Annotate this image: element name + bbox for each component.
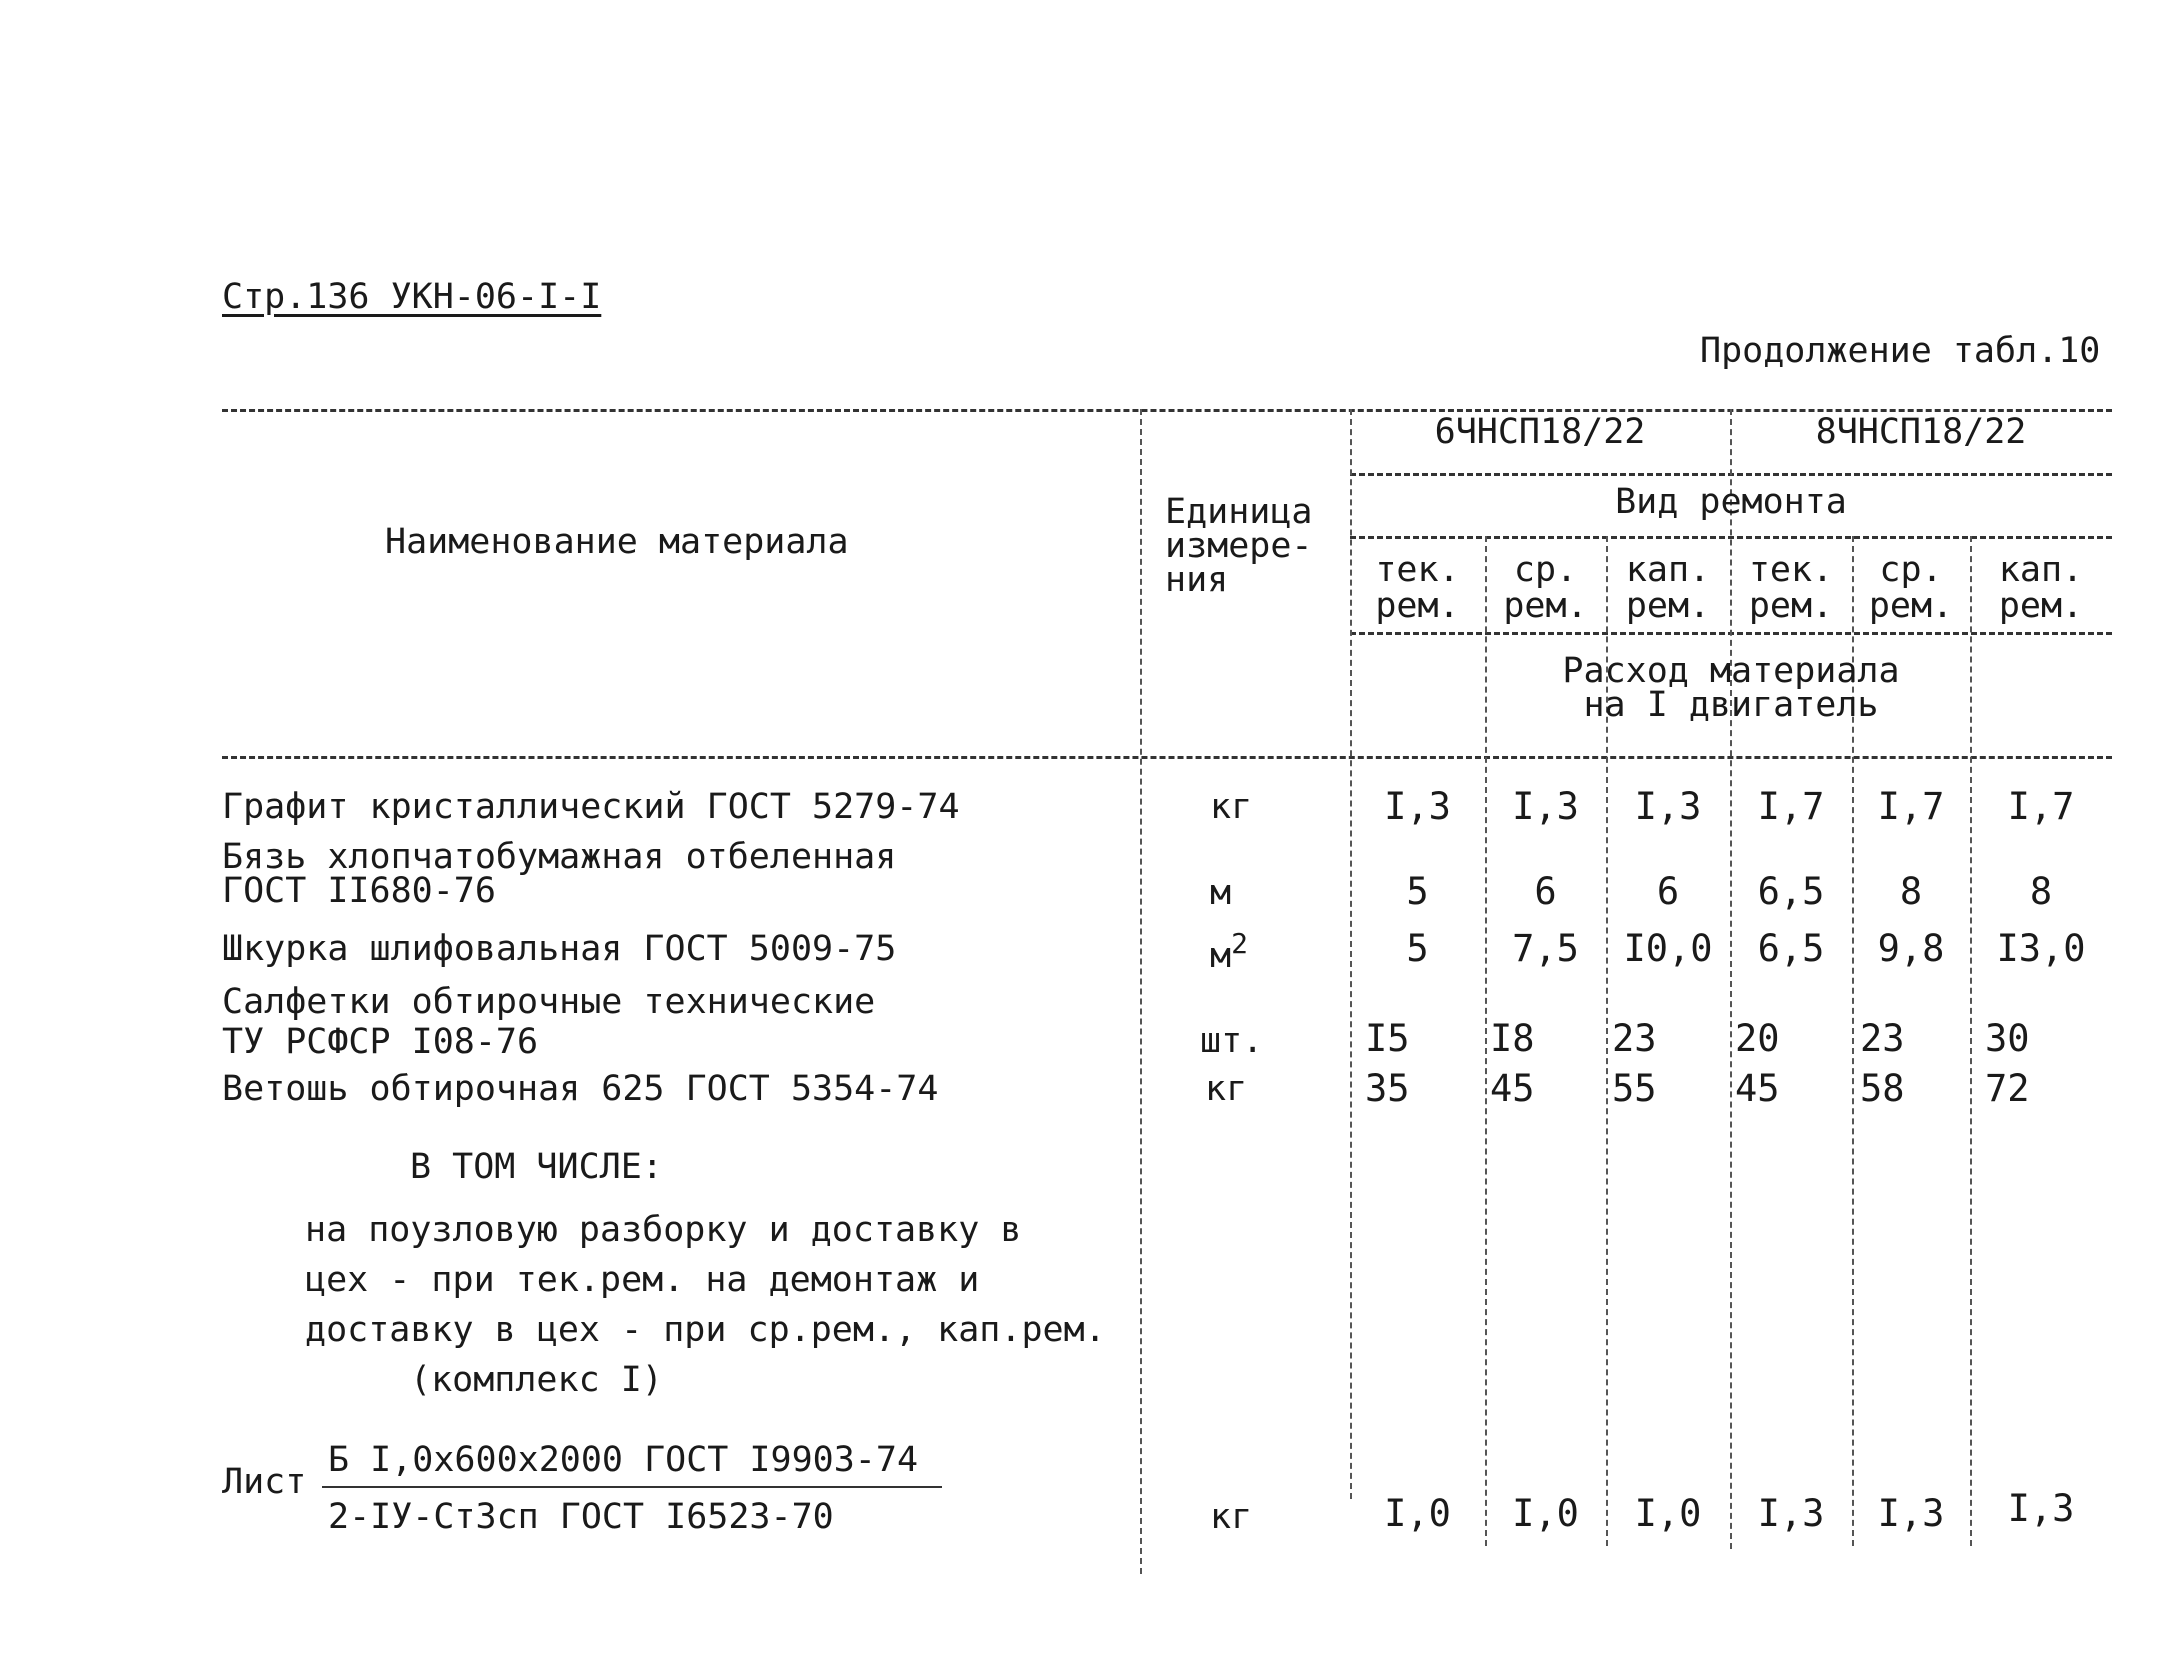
- sheet-denominator: 2-IУ-Ст3сп ГОСТ I6523-70: [328, 1497, 834, 1537]
- value-cell: I,3: [1877, 1492, 1945, 1535]
- value-cell: 6: [1656, 870, 1680, 913]
- value-cell: I,3: [2007, 1487, 2075, 1530]
- value-cell: 45: [1490, 1067, 1535, 1110]
- unit-cell: кг: [1210, 787, 1253, 827]
- value-cell: I,0: [1384, 1492, 1451, 1535]
- value-cell: 5: [1406, 870, 1429, 913]
- engine-header-2: 8ЧНСП18/22: [1815, 412, 2027, 452]
- value-cell: 55: [1612, 1067, 1657, 1110]
- value-cell: 45: [1735, 1067, 1780, 1110]
- value-cell: I,3: [1512, 785, 1579, 828]
- value-cell: 72: [1985, 1067, 2030, 1110]
- value-cell: 6,5: [1757, 870, 1825, 913]
- material-name: Графит кристаллический ГОСТ 5279-74: [222, 787, 960, 827]
- value-cell: 23: [1612, 1017, 1657, 1060]
- value-cell: I,7: [1757, 785, 1825, 828]
- unit-cell: м: [1210, 873, 1232, 913]
- value-cell: 30: [1985, 1017, 2030, 1060]
- value-cell: 6,5: [1757, 927, 1825, 970]
- repair-type-header: Вид ремонта: [1615, 482, 1847, 522]
- unit-cell: шт.: [1200, 1021, 1264, 1061]
- including-text: [305, 1205, 1106, 1405]
- page-header: Стр.136 УКН-06-I-I: [222, 277, 602, 317]
- unit-header-line-3: ния: [1165, 560, 1229, 600]
- consumption-header: [1350, 651, 2112, 725]
- sheet-label: Лист: [222, 1462, 307, 1502]
- table-continuation-label: Продолжение табл.10: [1700, 331, 2101, 371]
- material-name: Ветошь обтирочная 625 ГОСТ 5354-74: [222, 1069, 939, 1109]
- including-line: цех - при тек.рем. на демонтаж и: [305, 1260, 980, 1300]
- fraction-bar: [322, 1486, 942, 1488]
- col-divider-material: [1140, 409, 1142, 1574]
- subcol-header: кап. рем.: [1625, 550, 1711, 626]
- value-cell: 23: [1860, 1017, 1905, 1060]
- material-name: Шкурка шлифовальная ГОСТ 5009-75: [222, 929, 897, 969]
- unit-cell: кг: [1205, 1069, 1248, 1109]
- value-cell: 8: [1899, 870, 1923, 913]
- value-cell: I5: [1365, 1017, 1410, 1060]
- unit-header-line-2: измере-: [1165, 526, 1313, 566]
- value-cell: I8: [1490, 1017, 1535, 1060]
- value-cell: 35: [1365, 1067, 1410, 1110]
- material-name: Салфетки обтирочные технические ТУ РСФСР I08-76: [222, 982, 876, 1062]
- unit-cell: $м^2$: [1210, 927, 1248, 976]
- value-cell: 20: [1735, 1017, 1780, 1060]
- value-cell: 6: [1534, 870, 1557, 913]
- unit-header-line-1: Единица: [1165, 492, 1313, 532]
- subcol-header: ср. рем.: [1503, 550, 1588, 626]
- unit-cell: кг: [1210, 1497, 1253, 1537]
- including-line: на поузловую разборку и доставку в: [305, 1210, 1022, 1250]
- subcol-header: тек. рем.: [1375, 550, 1460, 626]
- value-cell: I,0: [1634, 1492, 1702, 1535]
- material-name: Бязь хлопчатобумажная отбеленная ГОСТ II680-76: [222, 837, 897, 911]
- value-cell: I0,0: [1623, 927, 1713, 970]
- including-line: доставку в цех - при ср.рем., кап.рем.: [305, 1310, 1106, 1350]
- column-header-unit: [1165, 492, 1313, 600]
- value-cell: 5: [1406, 927, 1429, 970]
- value-cell: I,3: [1634, 785, 1702, 828]
- value-cell: I,7: [1877, 785, 1945, 828]
- value-cell: I,3: [1384, 785, 1451, 828]
- engine-header-1: 6ЧНСП18/22: [1434, 412, 1646, 452]
- value-cell: I,7: [2007, 785, 2075, 828]
- value-cell: I3,0: [1996, 927, 2086, 970]
- subcol-header: тек. рем.: [1748, 550, 1834, 626]
- including-title: В ТОМ ЧИСЛЕ:: [410, 1147, 663, 1187]
- column-header-material: Наименование материала: [385, 522, 849, 562]
- consumption-line-2: на I двигатель: [1583, 685, 1879, 725]
- subcol-header: ср. рем.: [1868, 550, 1954, 626]
- value-cell: 7,5: [1512, 927, 1579, 970]
- value-cell: 58: [1860, 1067, 1905, 1110]
- value-cell: 8: [2029, 870, 2053, 913]
- value-cell: I,0: [1512, 1492, 1579, 1535]
- value-cell: I,3: [1757, 1492, 1825, 1535]
- including-line: (комплекс I): [410, 1360, 663, 1400]
- value-cell: 9,8: [1877, 927, 1945, 970]
- subcol-header: кап. рем.: [1998, 550, 2084, 626]
- header-bottom-rule: [222, 756, 2112, 759]
- consumption-line-1: Расход материала: [1562, 651, 1900, 691]
- sheet-numerator: Б I,0х600х2000 ГОСТ I9903-74: [328, 1440, 919, 1480]
